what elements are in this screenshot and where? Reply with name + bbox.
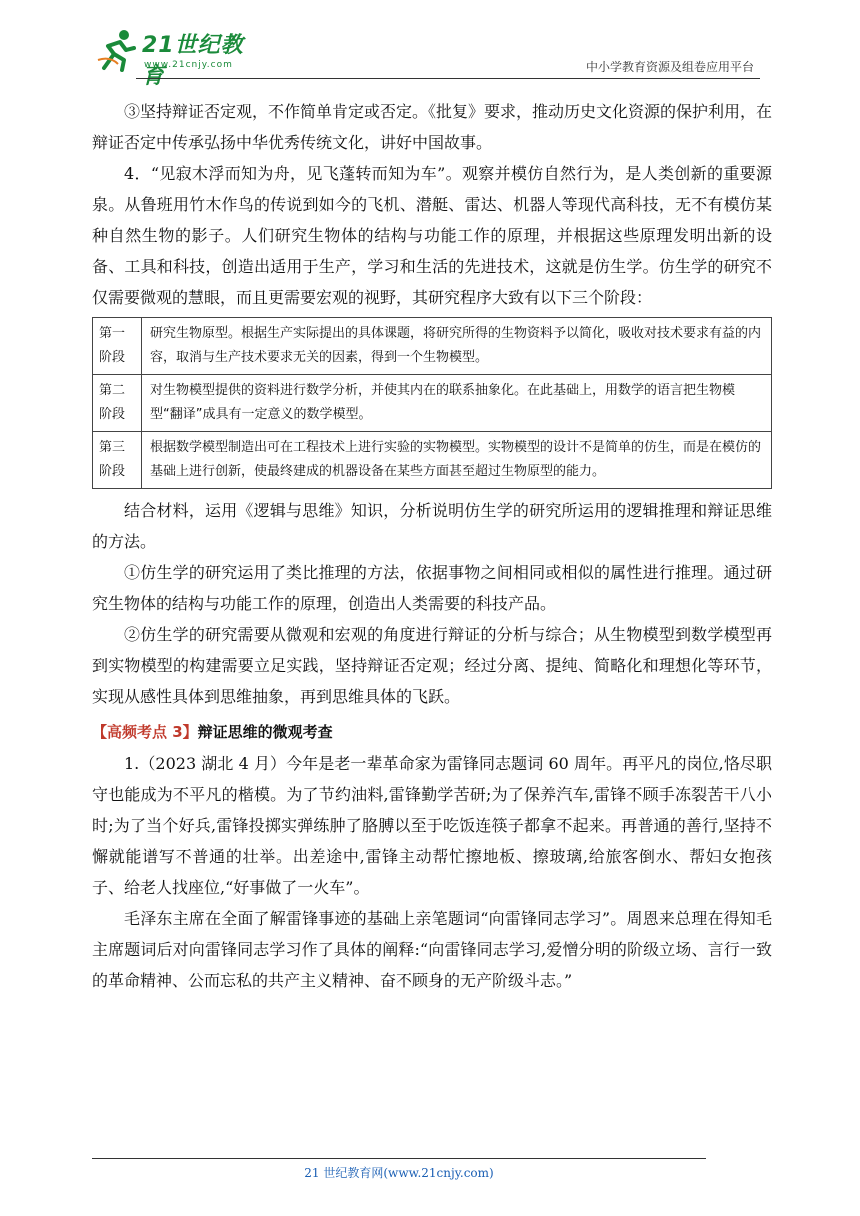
section-tag: 【高频考点 3】 [92, 723, 198, 741]
page-header [96, 22, 760, 89]
table-row [93, 318, 772, 375]
document-body [92, 96, 772, 996]
stage-description: 研究生物原型。根据生产实际提出的具体课题，将研究所得的生物资料予以简化，吸收对技术要求有益的内容，取消与生产技术要求无关的因素，得到一个生物模型。 [142, 318, 772, 375]
table-row [93, 432, 772, 489]
table-row [93, 375, 772, 432]
answer-paragraph: ①仿生学的研究运用了类比推理的方法，依据事物之间相同或相似的属性进行推理。通过研究生物体的结构与功能工作的原理，创造出人类需要的科技产品。 [92, 563, 772, 613]
answer-paragraph: ②仿生学的研究需要从微观和宏观的角度进行辩证的分析与综合；从生物模型到数学模型再到实物模型的构建需要立足实践，坚持辩证否定观；经过分离、提纯、简略化和理想化等环节，实现从感性具体到思维抽象，再到思维具体的飞跃。 [92, 625, 772, 706]
header-divider [136, 78, 760, 79]
stages-table [92, 317, 772, 489]
stage-label: 第二阶段 [93, 375, 142, 432]
footer-divider [92, 1158, 706, 1159]
stage-label: 第一阶段 [93, 318, 142, 375]
paragraph: ③坚持辩证否定观，不作简单肯定或否定。《批复》要求，推动历史文化资源的保护利用，在辩证否定中传承弘扬中华优秀传统文化，讲好中国故事。 [92, 102, 773, 152]
platform-name: 中小学教育资源及组卷应用平台 [585, 60, 754, 74]
section-title: 辩证思维的微观考查 [197, 723, 333, 741]
logo-text: 21世纪教育 [142, 33, 244, 89]
stage-label: 第三阶段 [93, 432, 142, 489]
stage-description: 对生物模型提供的资料进行数学分析，并使其内在的联系抽象化。在此基础上，用数学的语言把生物模型“翻译”成具有一定意义的数学模型。 [142, 375, 772, 432]
section-heading [92, 716, 772, 748]
paragraph: 1.（2023 湖北 4 月）今年是老一辈革命家为雷锋同志题词 60 周年。再平凡的岗位,恪尽职守也能成为不平凡的楷模。为了节约油料,雷锋勤学苦研;为了保养汽车,雷锋不顾手冻裂苦干八小时;为了当个好兵,雷锋投掷实弹练肿了胳膊以至于吃饭连筷子都拿不起来。再普通的善行,坚持不懈就能谱写不普通的壮举。出差途中,雷锋主动帮忙擦地板、擦玻璃,给旅客倒水、帮妇女抱孩子、给老人找座位,“好事做了一火车”。 [92, 754, 772, 897]
stage-description: 根据数学模型制造出可在工程技术上进行实验的实物模型。实物模型的设计不是简单的仿生，而是在模仿的基础上进行创新，使最终建成的机器设备在某些方面甚至超过生物原型的能力。 [142, 432, 772, 489]
paragraph: 毛泽东主席在全面了解雷锋事迹的基础上亲笔题词“向雷锋同志学习”。周恩来总理在得知毛主席题词后对向雷锋同志学习作了具体的阐释:“向雷锋同志学习,爱憎分明的阶级立场、言行一致的革命精神、公而忘私的共产主义精神、奋不顾身的无产阶级斗志。” [92, 909, 772, 990]
paragraph: 4．“见寂木浮而知为舟，见飞蓬转而知为车”。观察并模仿自然行为，是人类创新的重要源泉。从鲁班用竹木作鸟的传说到如今的飞机、潜艇、雷达、机器人等现代高科技，无不有模仿某种自然生物的影子。人们研究生物体的结构与功能工作的原理，并根据这些原理发明出新的设备、工具和科技，创造出适用于生产，学习和生活的先进技术，这就是仿生学。仿生学的研究不仅需要微观的慧眼，而且更需要宏观的视野，其研究程序大致有以下三个阶段： [92, 164, 772, 307]
logo-url: www.21cnjy.com [144, 60, 233, 70]
footer-text[interactable]: 21 世纪教育网(www.21cnjy.com) [304, 1166, 494, 1180]
site-logo[interactable] [96, 22, 266, 89]
runner-logo-icon [96, 28, 140, 72]
question-paragraph: 结合材料，运用《逻辑与思维》知识，分析说明仿生学的研究所运用的逻辑推理和辩证思维的方法。 [92, 501, 772, 551]
